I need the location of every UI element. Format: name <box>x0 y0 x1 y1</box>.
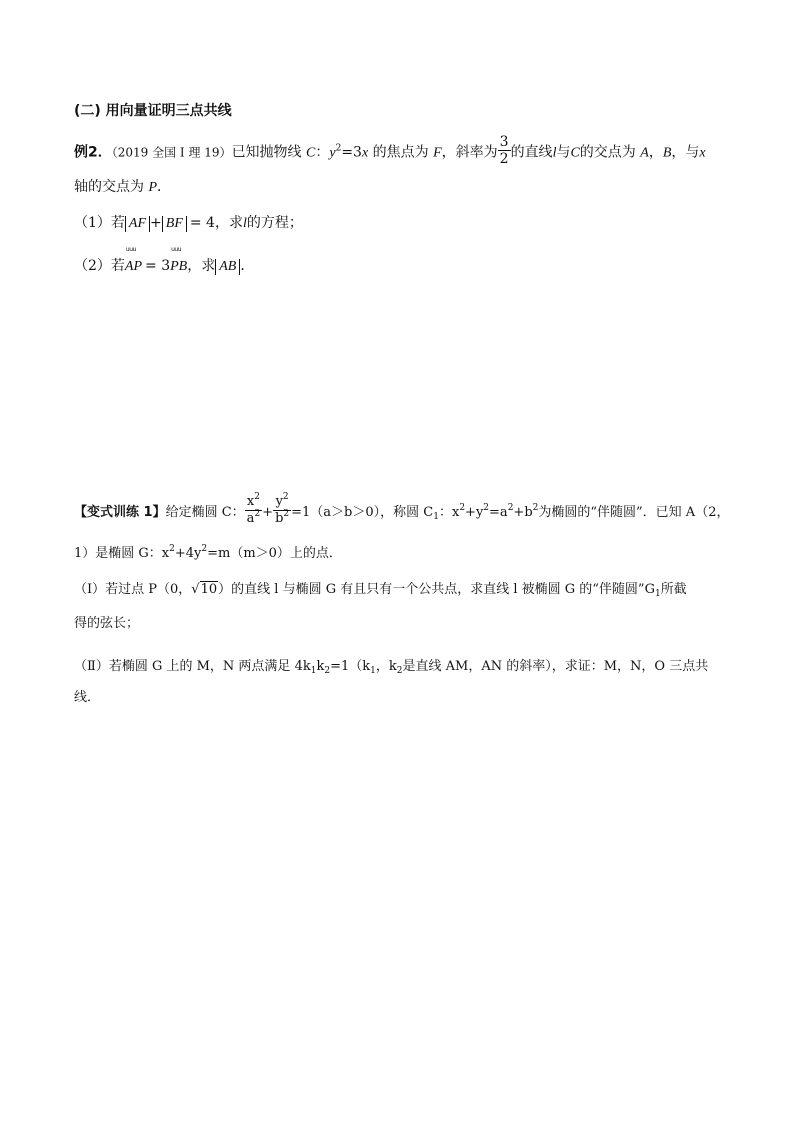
text: （2）若 <box>74 258 125 274</box>
text: b <box>275 511 284 526</box>
math-var: l <box>242 216 247 231</box>
text: +y <box>465 505 484 520</box>
math-var: F <box>433 145 442 161</box>
example2-line2 <box>74 177 171 198</box>
abs-value: AF <box>125 216 150 232</box>
text: ． <box>157 179 172 195</box>
fraction-y2-b2 <box>273 494 291 527</box>
vector-ap <box>124 246 143 277</box>
vector-arrow: uuu <box>125 246 136 253</box>
subscript: 1 <box>370 666 376 676</box>
text: ，与 <box>671 144 700 161</box>
math-var: C <box>306 145 316 161</box>
vector-pb <box>170 246 188 277</box>
variant-label: 【变式训练 1】 <box>74 505 166 520</box>
text: ，k <box>375 659 397 674</box>
math-var: P <box>148 180 158 195</box>
text: 已知抛物线 <box>231 144 307 161</box>
fraction-numerator: 3 <box>499 134 509 150</box>
part-1-line2: 得的弦长； <box>74 616 140 631</box>
text: ，斜率为 <box>441 144 498 161</box>
superscript: 2 <box>532 503 539 513</box>
superscript: 2 <box>459 503 466 513</box>
sqrt-10: √10 <box>191 582 218 597</box>
part-2-line1 <box>74 657 708 677</box>
superscript: 2 <box>483 503 490 513</box>
question-2 <box>74 246 255 277</box>
text: + <box>150 215 162 231</box>
subscript: 1 <box>433 512 439 522</box>
example-source: （2019 全国 I 理 19） <box>111 145 232 160</box>
variant-line1 <box>74 492 730 529</box>
math-var: y <box>329 145 336 161</box>
subscript: 1 <box>654 589 661 599</box>
superscript: 2 <box>507 503 514 513</box>
text: 的方程； <box>246 215 303 231</box>
text: a <box>246 511 255 526</box>
text: 的直线 <box>510 144 553 161</box>
part-1-line1 <box>74 580 687 600</box>
text: 给定椭圆 C： <box>165 505 245 520</box>
question-1 <box>74 213 303 234</box>
variant-line2 <box>74 544 342 564</box>
text: =1（k <box>330 659 371 674</box>
superscript: 2 <box>254 492 260 502</box>
math-var: x <box>699 145 706 161</box>
text: +b <box>513 505 533 520</box>
math-var: PB <box>170 259 188 274</box>
math-var: x <box>361 145 369 161</box>
text: y <box>275 494 283 509</box>
superscript: 2 <box>254 509 261 519</box>
math-var: C <box>570 145 580 161</box>
text: =a <box>489 505 508 520</box>
section-heading: (二) 用向量证明三点共线 <box>74 103 232 119</box>
superscript: 2 <box>335 143 342 154</box>
text: k <box>316 659 325 674</box>
text: =1（a＞b＞0），称圆 C <box>291 505 434 520</box>
math-var: AP <box>124 259 143 274</box>
example2-line1 <box>74 136 706 169</box>
math-var: l <box>552 145 557 161</box>
fraction-denominator: 2 <box>499 151 509 167</box>
fraction-x2-a2 <box>245 494 263 527</box>
text: ，求 <box>214 215 243 231</box>
text: （Ⅰ）若过点 P（0， <box>74 582 192 597</box>
text: + <box>262 505 274 520</box>
text: 为椭圆的“伴随圆”．已知 A（2， <box>538 505 730 520</box>
text: ， <box>648 144 663 161</box>
text: 的焦点为 <box>368 144 434 161</box>
superscript: 2 <box>282 492 289 502</box>
text: 所截 <box>660 582 687 597</box>
text: 是直线 AM，AN 的斜率），求证：M，N，O 三点共 <box>402 659 709 674</box>
example-label: 例2． <box>74 144 112 161</box>
subscript: 2 <box>324 666 331 676</box>
text: ． <box>240 258 255 274</box>
text: 轴的交点为 <box>74 179 149 195</box>
text: ）的直线 l 与椭圆 G 有且只有一个公共点，求直线 l 被椭圆 G 的“伴随圆”G <box>218 582 655 597</box>
math-var: A <box>640 145 649 161</box>
text: 1）是椭圆 G：x <box>74 546 170 561</box>
subscript: 1 <box>310 666 317 676</box>
part-2-line2: 线． <box>74 690 101 705</box>
superscript: 2 <box>201 544 208 554</box>
slope-fraction <box>498 134 511 167</box>
text: =3 <box>341 144 362 161</box>
text: ：x <box>438 505 460 520</box>
text: = 3 <box>145 258 171 274</box>
vector-arrow: uuu <box>171 246 182 253</box>
abs-value: AB <box>215 259 240 275</box>
subscript: 2 <box>396 666 403 676</box>
text: ： <box>315 144 330 161</box>
text: x <box>246 494 255 509</box>
text: = 4 <box>189 215 215 231</box>
text: =m（m＞0）上的点． <box>207 546 342 561</box>
text: 的交点为 <box>579 144 641 161</box>
text: （1）若 <box>74 215 125 231</box>
radicand: 10 <box>200 582 218 597</box>
text: ，求 <box>187 258 216 274</box>
math-var: B <box>662 145 672 161</box>
text: +4y <box>174 546 202 561</box>
abs-value: BF <box>162 216 187 232</box>
superscript: 2 <box>169 544 175 554</box>
text: 与 <box>556 144 571 161</box>
text: （Ⅱ）若椭圆 G 上的 M，N 两点满足 4k <box>74 659 311 674</box>
superscript: 2 <box>283 509 290 519</box>
